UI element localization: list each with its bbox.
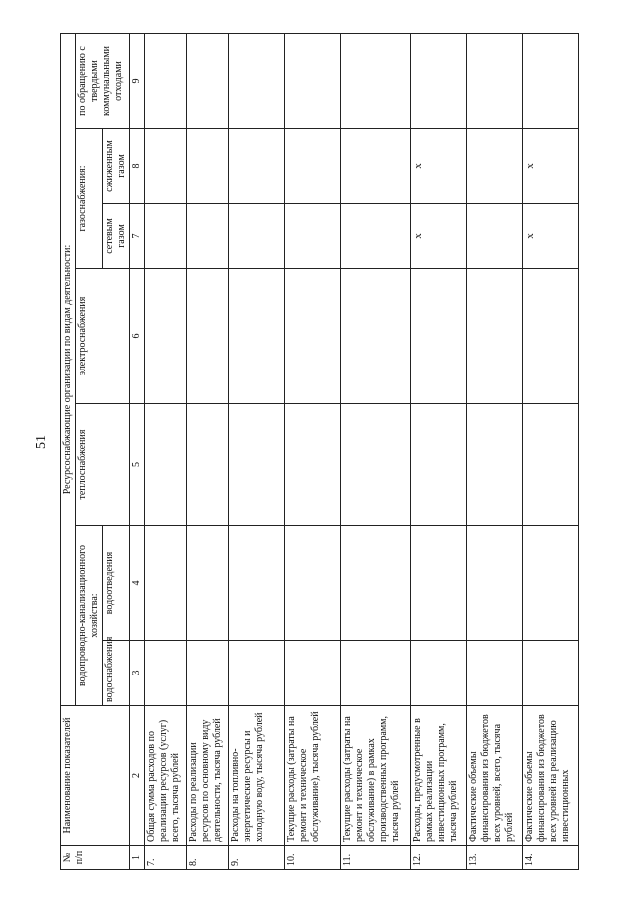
cell-gas-liquefied (467, 129, 523, 204)
cell-gas-liquefied (145, 129, 187, 204)
cell-water-supply (523, 641, 579, 706)
cell-electricity (467, 269, 523, 404)
cell-water-supply (467, 641, 523, 706)
cell-water-disposal (229, 526, 285, 641)
cell-water-disposal (341, 526, 411, 641)
header-waste: по обращению с твердыми коммунальными отходами (76, 34, 130, 129)
header-name: Наименование показателей (61, 706, 130, 846)
cell-water-supply (341, 641, 411, 706)
cell-heat (229, 404, 285, 526)
col-number: 5 (130, 404, 145, 526)
cell-water-supply (145, 641, 187, 706)
table-row (229, 34, 285, 870)
table-row (523, 34, 579, 870)
cell-gas-liquefied (285, 129, 341, 204)
header-heat: теплоснабжения (76, 404, 130, 526)
cell-waste (467, 34, 523, 129)
header-group-water: водопроводно-канализационного хозяйства: (76, 526, 103, 706)
col-number: 6 (130, 269, 145, 404)
header-water-supply: водоснабжения (103, 641, 130, 706)
cell-water-disposal (523, 526, 579, 641)
header-group-all: Ресурсоснабжающие организации по видам деятельности: (61, 34, 76, 706)
cell-water-disposal (145, 526, 187, 641)
row-name: Расходы на топливно-энергетические ресурсы и холодную воду, тысяча рублей (229, 706, 285, 846)
cell-water-disposal (187, 526, 229, 641)
cell-water-disposal (411, 526, 467, 641)
cell-electricity (145, 269, 187, 404)
row-number: 10. (285, 846, 341, 870)
cell-heat (145, 404, 187, 526)
cell-water-supply (187, 641, 229, 706)
table-row (285, 34, 341, 870)
cell-electricity (285, 269, 341, 404)
cell-waste (523, 34, 579, 129)
cell-gas-liquefied (341, 129, 411, 204)
cell-water-supply (285, 641, 341, 706)
header-electricity: электроснабжения (76, 269, 130, 404)
row-name: Расходы, предусмотренные в рамках реализации инвестиционных программ, тысяча рублей (411, 706, 467, 846)
header-no: № п/п (61, 846, 130, 870)
row-number: 11. (341, 846, 411, 870)
cell-waste (145, 34, 187, 129)
cell-heat (523, 404, 579, 526)
cell-electricity (229, 269, 285, 404)
cell-electricity (523, 269, 579, 404)
row-number: 14. (523, 846, 579, 870)
cell-gas-network (145, 204, 187, 269)
cell-heat (285, 404, 341, 526)
cell-heat (467, 404, 523, 526)
col-number: 9 (130, 34, 145, 129)
cell-gas-network: x (411, 204, 467, 269)
cell-gas-network (341, 204, 411, 269)
row-name: Фактические объемы финансирования из бюджетов всех уровней на реализацию инвестиционных (523, 706, 579, 846)
cell-gas-network (467, 204, 523, 269)
cell-gas-network (187, 204, 229, 269)
table-row (467, 34, 523, 870)
row-name: Расходы по реализации ресурсов по основному виду деятельности, тысяча рублей (187, 706, 229, 846)
header-water-disposal: водоотведения (103, 526, 130, 641)
cell-waste (229, 34, 285, 129)
cell-water-disposal (467, 526, 523, 641)
table-row (411, 34, 467, 870)
col-number: 4 (130, 526, 145, 641)
page-number: 51 (34, 435, 49, 449)
cell-heat (341, 404, 411, 526)
row-number: 13. (467, 846, 523, 870)
cell-water-supply (411, 641, 467, 706)
col-number: 8 (130, 129, 145, 204)
cell-electricity (187, 269, 229, 404)
col-number: 7 (130, 204, 145, 269)
col-number: 3 (130, 641, 145, 706)
cell-electricity (341, 269, 411, 404)
cell-gas-liquefied: x (411, 129, 467, 204)
cell-heat (187, 404, 229, 526)
row-name: Фактические объемы финансирования из бюджетов всех уровней, всего, тысяча рублей (467, 706, 523, 846)
row-name: Общая сумма расходов по реализации ресурсов (услуг) всего, тысяча рублей (145, 706, 187, 846)
table-row (341, 34, 411, 870)
indicators-table (60, 33, 579, 870)
cell-waste (187, 34, 229, 129)
cell-gas-network: x (523, 204, 579, 269)
header-gas-liquefied: сжиженным газом (103, 129, 130, 204)
row-number: 9. (229, 846, 285, 870)
cell-waste (341, 34, 411, 129)
cell-gas-network (285, 204, 341, 269)
row-number: 8. (187, 846, 229, 870)
column-numbers-row (130, 34, 145, 870)
rotated-table-container (60, 34, 580, 870)
cell-electricity (411, 269, 467, 404)
table-row (145, 34, 187, 870)
cell-water-supply (229, 641, 285, 706)
header-row-1 (61, 34, 76, 870)
cell-waste (285, 34, 341, 129)
row-number: 12. (411, 846, 467, 870)
row-number: 7. (145, 846, 187, 870)
cell-gas-network (229, 204, 285, 269)
cell-gas-liquefied: x (523, 129, 579, 204)
row-name: Текущие расходы (затраты на ремонт и техническое обслуживание), тысяча рублей (285, 706, 341, 846)
cell-water-disposal (285, 526, 341, 641)
cell-gas-liquefied (229, 129, 285, 204)
header-group-gas: газоснабжения: (76, 129, 103, 269)
col-number: 2 (130, 706, 145, 846)
col-number: 1 (130, 846, 145, 870)
cell-gas-liquefied (187, 129, 229, 204)
header-gas-network: сетевым газом (103, 204, 130, 269)
row-name: Текущие расходы (затраты на ремонт и техническое обслуживание) в рамках производственных программ, тысяча рублей (341, 706, 411, 846)
table-row (187, 34, 229, 870)
cell-waste (411, 34, 467, 129)
cell-heat (411, 404, 467, 526)
